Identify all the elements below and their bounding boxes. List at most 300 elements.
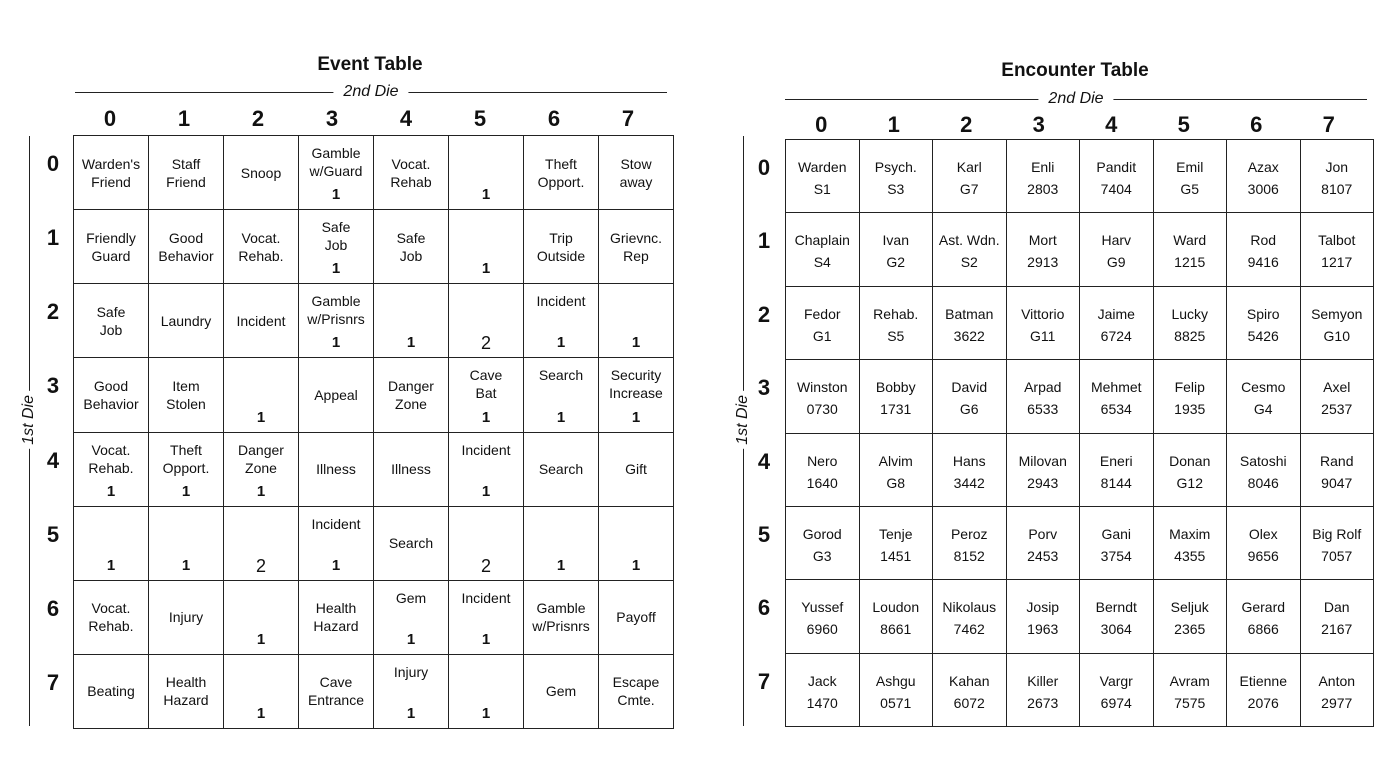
encounter-code: 9656 bbox=[1247, 547, 1279, 564]
encounter-name: Semyon bbox=[1311, 305, 1363, 322]
encounter-name: Warden bbox=[797, 159, 847, 175]
event-count: 1 bbox=[256, 408, 266, 426]
event-name: Search bbox=[388, 535, 434, 552]
en-cell bbox=[1153, 213, 1227, 286]
en-cell bbox=[1300, 433, 1374, 506]
event-name: Health Hazard bbox=[163, 674, 209, 709]
encounter-code: 7462 bbox=[953, 621, 985, 638]
encounter-code: 9416 bbox=[1247, 254, 1279, 271]
encounter-code: 2537 bbox=[1321, 401, 1353, 418]
encounter-code: 1935 bbox=[1174, 401, 1206, 418]
event-name: Vocat. Rehab. bbox=[88, 441, 134, 476]
encounter-second-die-axis bbox=[785, 89, 1367, 109]
ev-cell bbox=[224, 432, 299, 506]
event-name: Good Behavior bbox=[158, 229, 214, 264]
ev-cell bbox=[599, 580, 674, 654]
ev-cell bbox=[374, 654, 449, 728]
ev-row bbox=[74, 654, 674, 728]
encounter-code: 7575 bbox=[1174, 694, 1206, 711]
en-row bbox=[786, 286, 1374, 359]
ev-cell bbox=[449, 210, 524, 284]
encounter-code: 7404 bbox=[1100, 181, 1132, 197]
en-row bbox=[786, 433, 1374, 506]
encounter-code: 3006 bbox=[1247, 181, 1279, 197]
event-name: Payoff bbox=[616, 609, 656, 626]
encounter-name: Avram bbox=[1169, 672, 1210, 689]
ev-cell bbox=[74, 210, 149, 284]
en-cell bbox=[1080, 213, 1154, 286]
ev-cell bbox=[74, 432, 149, 506]
event-name: Vocat. Rehab bbox=[390, 155, 432, 190]
encounter-code: 2977 bbox=[1321, 694, 1353, 711]
ev-row-header: 3 bbox=[46, 373, 60, 399]
event-name: Appeal bbox=[314, 386, 358, 403]
encounter-name: Mort bbox=[1028, 232, 1057, 249]
encounter-code: G7 bbox=[959, 181, 979, 197]
encounter-code: G9 bbox=[1106, 254, 1126, 271]
encounter-code: 2803 bbox=[1027, 181, 1059, 197]
en-cell bbox=[1300, 286, 1374, 359]
en-cell bbox=[1300, 140, 1374, 213]
ev-cell bbox=[149, 284, 224, 358]
en-cell bbox=[1080, 433, 1154, 506]
event-name: Laundry bbox=[160, 312, 212, 329]
encounter-name: Loudon bbox=[872, 599, 920, 616]
event-table-grid bbox=[73, 135, 674, 729]
en-cell bbox=[859, 433, 933, 506]
encounter-name: Jack bbox=[807, 672, 837, 689]
encounter-name: Fedor bbox=[803, 305, 841, 322]
encounter-code: 2365 bbox=[1174, 621, 1206, 638]
ev-row-header: 6 bbox=[46, 595, 60, 621]
encounter-table-grid bbox=[785, 139, 1374, 727]
encounter-name: Nero bbox=[807, 452, 838, 469]
en-cell bbox=[1300, 213, 1374, 286]
event-count: 1 bbox=[181, 556, 191, 574]
event-count: 1 bbox=[481, 705, 491, 722]
ev-cell bbox=[524, 432, 599, 506]
ev-row-header: 0 bbox=[46, 151, 60, 176]
en-cell bbox=[1227, 506, 1301, 579]
event-name: Illness bbox=[316, 461, 356, 478]
encounter-code: G5 bbox=[1180, 181, 1200, 197]
encounter-name: Spiro bbox=[1246, 305, 1280, 322]
ev-col-header: 0 bbox=[103, 106, 117, 131]
en-cell bbox=[1153, 360, 1227, 433]
encounter-name: Mehmet bbox=[1090, 379, 1142, 396]
encounter-code: S1 bbox=[813, 181, 831, 197]
encounter-code: 2167 bbox=[1321, 621, 1353, 638]
encounter-name: Etienne bbox=[1239, 672, 1287, 689]
encounter-code: 1640 bbox=[806, 474, 838, 491]
encounter-name: Karl bbox=[956, 159, 982, 175]
encounter-name: Killer bbox=[1027, 672, 1059, 689]
ev-cell bbox=[524, 654, 599, 728]
encounter-first-die-label: 1st Die bbox=[734, 391, 752, 449]
encounter-name: Pandit bbox=[1096, 159, 1137, 175]
event-name: Search bbox=[538, 461, 584, 478]
en-cell bbox=[859, 580, 933, 653]
ev-row-header: 2 bbox=[46, 299, 60, 325]
en-cell bbox=[933, 506, 1007, 579]
encounter-name: Gani bbox=[1101, 525, 1132, 542]
en-cell bbox=[1227, 433, 1301, 506]
en-cell bbox=[1006, 213, 1080, 286]
event-count: 1 bbox=[481, 186, 491, 204]
encounter-name: Enli bbox=[1031, 159, 1055, 175]
en-cell bbox=[933, 140, 1007, 213]
encounter-name: Harv bbox=[1101, 232, 1132, 249]
event-name: Incident bbox=[461, 589, 511, 606]
ev-cell bbox=[149, 432, 224, 506]
encounter-name: Jon bbox=[1325, 159, 1349, 175]
event-name: Cave Bat bbox=[469, 367, 503, 402]
ev-cell bbox=[449, 432, 524, 506]
encounter-code: 1451 bbox=[880, 547, 912, 564]
ev-cell bbox=[74, 506, 149, 580]
ev-cell bbox=[299, 284, 374, 358]
ev-cell bbox=[149, 136, 224, 210]
event-name: Escape Cmte. bbox=[612, 674, 660, 709]
event-count: 1 bbox=[556, 556, 566, 574]
event-count: 1 bbox=[331, 556, 341, 574]
en-col-header: 0 bbox=[815, 112, 828, 137]
encounter-name: Chaplain bbox=[794, 232, 850, 249]
en-row-header: 4 bbox=[757, 448, 771, 474]
event-name: Safe Job bbox=[321, 219, 351, 254]
encounter-code: 5426 bbox=[1247, 327, 1279, 344]
event-second-die-axis bbox=[75, 82, 667, 102]
ev-cell bbox=[149, 580, 224, 654]
en-cell bbox=[1006, 140, 1080, 213]
en-cell bbox=[786, 506, 860, 579]
en-row bbox=[786, 360, 1374, 433]
en-cell bbox=[1227, 140, 1301, 213]
en-cell bbox=[1080, 140, 1154, 213]
encounter-code: G10 bbox=[1323, 327, 1350, 344]
ev-cell bbox=[374, 580, 449, 654]
encounter-code: S3 bbox=[887, 181, 905, 197]
encounter-name: Batman bbox=[945, 305, 994, 322]
ev-cell bbox=[74, 654, 149, 728]
event-name: Search bbox=[538, 367, 584, 384]
en-row-header: 2 bbox=[757, 301, 771, 327]
en-cell bbox=[786, 433, 860, 506]
en-row bbox=[786, 580, 1374, 653]
encounter-name: Ward bbox=[1173, 232, 1207, 249]
event-name: Incident bbox=[311, 515, 361, 532]
ev-row-header: 5 bbox=[46, 521, 60, 547]
encounter-code: S2 bbox=[960, 254, 978, 271]
en-row bbox=[786, 213, 1374, 286]
ev-cell bbox=[449, 136, 524, 210]
ev-cell bbox=[224, 136, 299, 210]
encounter-name: Nikolaus bbox=[942, 599, 997, 616]
encounter-name: Eneri bbox=[1099, 452, 1133, 469]
ev-cell bbox=[524, 210, 599, 284]
ev-cell bbox=[599, 432, 674, 506]
event-name: Theft Opport. bbox=[537, 155, 585, 190]
en-cell bbox=[1227, 653, 1301, 726]
en-cell bbox=[786, 286, 860, 359]
en-cell bbox=[1153, 580, 1227, 653]
encounter-name: Satoshi bbox=[1239, 452, 1287, 469]
encounter-name: Cesmo bbox=[1241, 379, 1286, 396]
en-cell bbox=[786, 213, 860, 286]
encounter-code: 1731 bbox=[880, 401, 912, 418]
event-count: 2 bbox=[255, 555, 266, 576]
en-cell bbox=[859, 360, 933, 433]
encounter-name: Dan bbox=[1323, 599, 1350, 616]
encounter-name: Winston bbox=[796, 379, 848, 396]
encounter-name: Olex bbox=[1248, 525, 1278, 542]
en-cell bbox=[1006, 286, 1080, 359]
encounter-code: 6534 bbox=[1100, 401, 1132, 418]
en-row-header: 5 bbox=[757, 521, 771, 547]
ev-cell bbox=[374, 136, 449, 210]
ev-cell bbox=[74, 358, 149, 432]
event-count: 1 bbox=[481, 482, 491, 500]
encounter-name: Azax bbox=[1247, 159, 1279, 175]
encounter-name: Talbot bbox=[1318, 232, 1356, 249]
ev-cell bbox=[449, 284, 524, 358]
encounter-code: 2076 bbox=[1247, 694, 1279, 711]
en-cell bbox=[786, 360, 860, 433]
event-name: Snoop bbox=[240, 164, 282, 181]
encounter-code: 8152 bbox=[953, 547, 985, 564]
ev-cell bbox=[299, 210, 374, 284]
ev-cell bbox=[524, 136, 599, 210]
en-cell bbox=[933, 580, 1007, 653]
en-cell bbox=[933, 286, 1007, 359]
encounter-code: 9047 bbox=[1321, 474, 1353, 491]
event-name: Cave Entrance bbox=[307, 674, 365, 709]
event-count: 1 bbox=[631, 556, 641, 574]
en-cell bbox=[1006, 653, 1080, 726]
en-cell bbox=[1300, 653, 1374, 726]
ev-cell bbox=[374, 284, 449, 358]
ev-cell bbox=[224, 358, 299, 432]
encounter-name: David bbox=[951, 379, 988, 396]
ev-row bbox=[74, 432, 674, 506]
encounter-name: Peroz bbox=[950, 525, 988, 542]
encounter-name: Milovan bbox=[1018, 452, 1067, 469]
encounter-name: Lucky bbox=[1171, 305, 1209, 322]
ev-cell bbox=[374, 358, 449, 432]
en-row-header: 1 bbox=[757, 228, 771, 254]
en-cell bbox=[786, 653, 860, 726]
event-name: Good Behavior bbox=[83, 377, 139, 412]
event-name: Gift bbox=[625, 461, 647, 478]
ev-cell bbox=[524, 358, 599, 432]
event-name: Security Increase bbox=[609, 367, 663, 402]
event-count: 1 bbox=[556, 408, 566, 426]
ev-col-header: 6 bbox=[547, 106, 561, 131]
encounter-code: 3064 bbox=[1100, 621, 1132, 638]
ev-cell bbox=[149, 654, 224, 728]
event-name: Trip Outside bbox=[536, 229, 586, 264]
event-name: Gem bbox=[395, 589, 427, 606]
ev-row bbox=[74, 284, 674, 358]
ev-cell bbox=[599, 284, 674, 358]
event-count: 1 bbox=[256, 630, 266, 648]
ev-row bbox=[74, 210, 674, 284]
encounter-code: 1963 bbox=[1027, 621, 1059, 638]
ev-cell bbox=[449, 654, 524, 728]
ev-cell bbox=[299, 506, 374, 580]
event-count: 1 bbox=[106, 482, 116, 500]
en-cell bbox=[786, 140, 860, 213]
encounter-code: 4355 bbox=[1174, 547, 1206, 564]
en-cell bbox=[1153, 140, 1227, 213]
encounter-code: G1 bbox=[812, 327, 832, 344]
event-name: Item Stolen bbox=[166, 377, 206, 412]
en-cell bbox=[1227, 286, 1301, 359]
event-count: 1 bbox=[106, 556, 116, 574]
event-name: Friendly Guard bbox=[86, 229, 136, 264]
encounter-code: 6072 bbox=[953, 694, 985, 711]
event-name: Staff Friend bbox=[166, 155, 206, 190]
encounter-name: Axel bbox=[1323, 379, 1351, 396]
encounter-name: Rod bbox=[1250, 232, 1277, 249]
en-cell bbox=[933, 433, 1007, 506]
encounter-name: Berndt bbox=[1095, 599, 1137, 616]
encounter-name: Anton bbox=[1318, 672, 1356, 689]
en-cell bbox=[1227, 360, 1301, 433]
ev-cell bbox=[74, 284, 149, 358]
ev-col-header: 7 bbox=[621, 106, 635, 131]
en-cell bbox=[933, 360, 1007, 433]
ev-row-header: 4 bbox=[46, 447, 60, 473]
ev-cell bbox=[374, 432, 449, 506]
en-cell bbox=[1227, 213, 1301, 286]
ev-cell bbox=[449, 580, 524, 654]
encounter-name: Jaime bbox=[1097, 305, 1135, 322]
event-count: 1 bbox=[631, 408, 641, 426]
ev-col-header: 5 bbox=[473, 106, 487, 131]
ev-cell bbox=[224, 210, 299, 284]
ev-cell bbox=[74, 580, 149, 654]
ev-row bbox=[74, 136, 674, 210]
event-count: 1 bbox=[331, 260, 341, 278]
event-name: Gamble w/Guard bbox=[309, 145, 363, 179]
en-col-header: 4 bbox=[1105, 112, 1118, 137]
ev-col-header: 1 bbox=[177, 106, 191, 131]
encounter-name: Ivan bbox=[882, 232, 909, 249]
ev-cell bbox=[224, 506, 299, 580]
event-count: 1 bbox=[481, 630, 491, 648]
encounter-name: Porv bbox=[1028, 525, 1058, 542]
encounter-code: G12 bbox=[1176, 474, 1203, 491]
ev-cell bbox=[599, 358, 674, 432]
event-name: Gamble w/Prisnrs bbox=[307, 293, 365, 328]
ev-cell bbox=[224, 580, 299, 654]
event-table-title: Event Table bbox=[317, 54, 423, 75]
en-row bbox=[786, 140, 1374, 213]
encounter-name: Ashgu bbox=[875, 672, 916, 689]
ev-row-header: 7 bbox=[46, 669, 60, 695]
ev-col-header: 2 bbox=[251, 106, 265, 131]
event-name: Danger Zone bbox=[388, 377, 434, 412]
event-count: 1 bbox=[331, 186, 341, 204]
encounter-name: Rehab. bbox=[873, 305, 919, 322]
en-cell bbox=[1006, 506, 1080, 579]
event-name: Vocat. Rehab. bbox=[238, 229, 284, 264]
en-col-header: 1 bbox=[887, 112, 900, 137]
encounter-code: G6 bbox=[959, 401, 979, 418]
encounter-code: 2913 bbox=[1027, 254, 1059, 271]
encounter-name: Alvim bbox=[878, 452, 913, 469]
en-row-header: 7 bbox=[757, 668, 771, 694]
en-cell bbox=[933, 213, 1007, 286]
encounter-code: 6533 bbox=[1027, 401, 1059, 418]
event-count: 1 bbox=[331, 334, 341, 352]
encounter-code: 1215 bbox=[1174, 254, 1206, 271]
encounter-name: Kahan bbox=[949, 672, 990, 689]
en-cell bbox=[933, 653, 1007, 726]
en-cell bbox=[1300, 360, 1374, 433]
encounter-code: 0730 bbox=[806, 401, 838, 418]
en-cell bbox=[1300, 580, 1374, 653]
encounter-name: Hans bbox=[952, 452, 986, 469]
en-col-header: 6 bbox=[1250, 112, 1263, 137]
event-name: Vocat. Rehab. bbox=[88, 600, 134, 635]
event-name: Safe Job bbox=[396, 229, 426, 264]
ev-col-header: 3 bbox=[325, 106, 339, 131]
encounter-table-title: Encounter Table bbox=[1001, 60, 1149, 81]
en-cell bbox=[1300, 506, 1374, 579]
en-cell bbox=[1006, 433, 1080, 506]
encounter-code: 8661 bbox=[880, 621, 912, 638]
ev-cell bbox=[524, 580, 599, 654]
ev-cell bbox=[599, 136, 674, 210]
ev-cell bbox=[374, 210, 449, 284]
encounter-name: Yussef bbox=[801, 599, 844, 616]
ev-cell bbox=[299, 432, 374, 506]
event-count: 1 bbox=[556, 334, 566, 352]
event-name: Grievnc. Rep bbox=[609, 229, 663, 264]
encounter-code: 1470 bbox=[806, 694, 838, 711]
ev-cell bbox=[74, 136, 149, 210]
event-count: 2 bbox=[480, 555, 491, 576]
event-count: 1 bbox=[406, 334, 416, 352]
encounter-name: Bobby bbox=[875, 379, 916, 396]
encounter-code: 8046 bbox=[1247, 474, 1279, 491]
ev-col-header: 4 bbox=[399, 106, 413, 131]
encounter-name: Emil bbox=[1176, 159, 1204, 175]
encounter-code: 8107 bbox=[1321, 181, 1353, 197]
event-count: 1 bbox=[406, 705, 416, 722]
ev-cell bbox=[299, 580, 374, 654]
encounter-code: G8 bbox=[886, 474, 906, 491]
encounter-code: G2 bbox=[886, 254, 906, 271]
encounter-code: G4 bbox=[1253, 401, 1273, 418]
en-row-header: 0 bbox=[757, 155, 771, 180]
en-cell bbox=[1153, 653, 1227, 726]
en-cell bbox=[1153, 286, 1227, 359]
encounter-name: Gorod bbox=[802, 525, 842, 542]
en-cell bbox=[1227, 580, 1301, 653]
encounter-name: Ast. Wdn. bbox=[938, 232, 1000, 249]
event-name: Gem bbox=[545, 683, 577, 700]
event-name: Injury bbox=[168, 609, 204, 626]
en-col-header: 3 bbox=[1032, 112, 1045, 137]
ev-cell bbox=[299, 654, 374, 728]
encounter-code: 8825 bbox=[1174, 327, 1206, 344]
event-count: 1 bbox=[631, 334, 641, 352]
en-col-header: 5 bbox=[1177, 112, 1190, 137]
event-second-die-label: 2nd Die bbox=[333, 82, 408, 102]
